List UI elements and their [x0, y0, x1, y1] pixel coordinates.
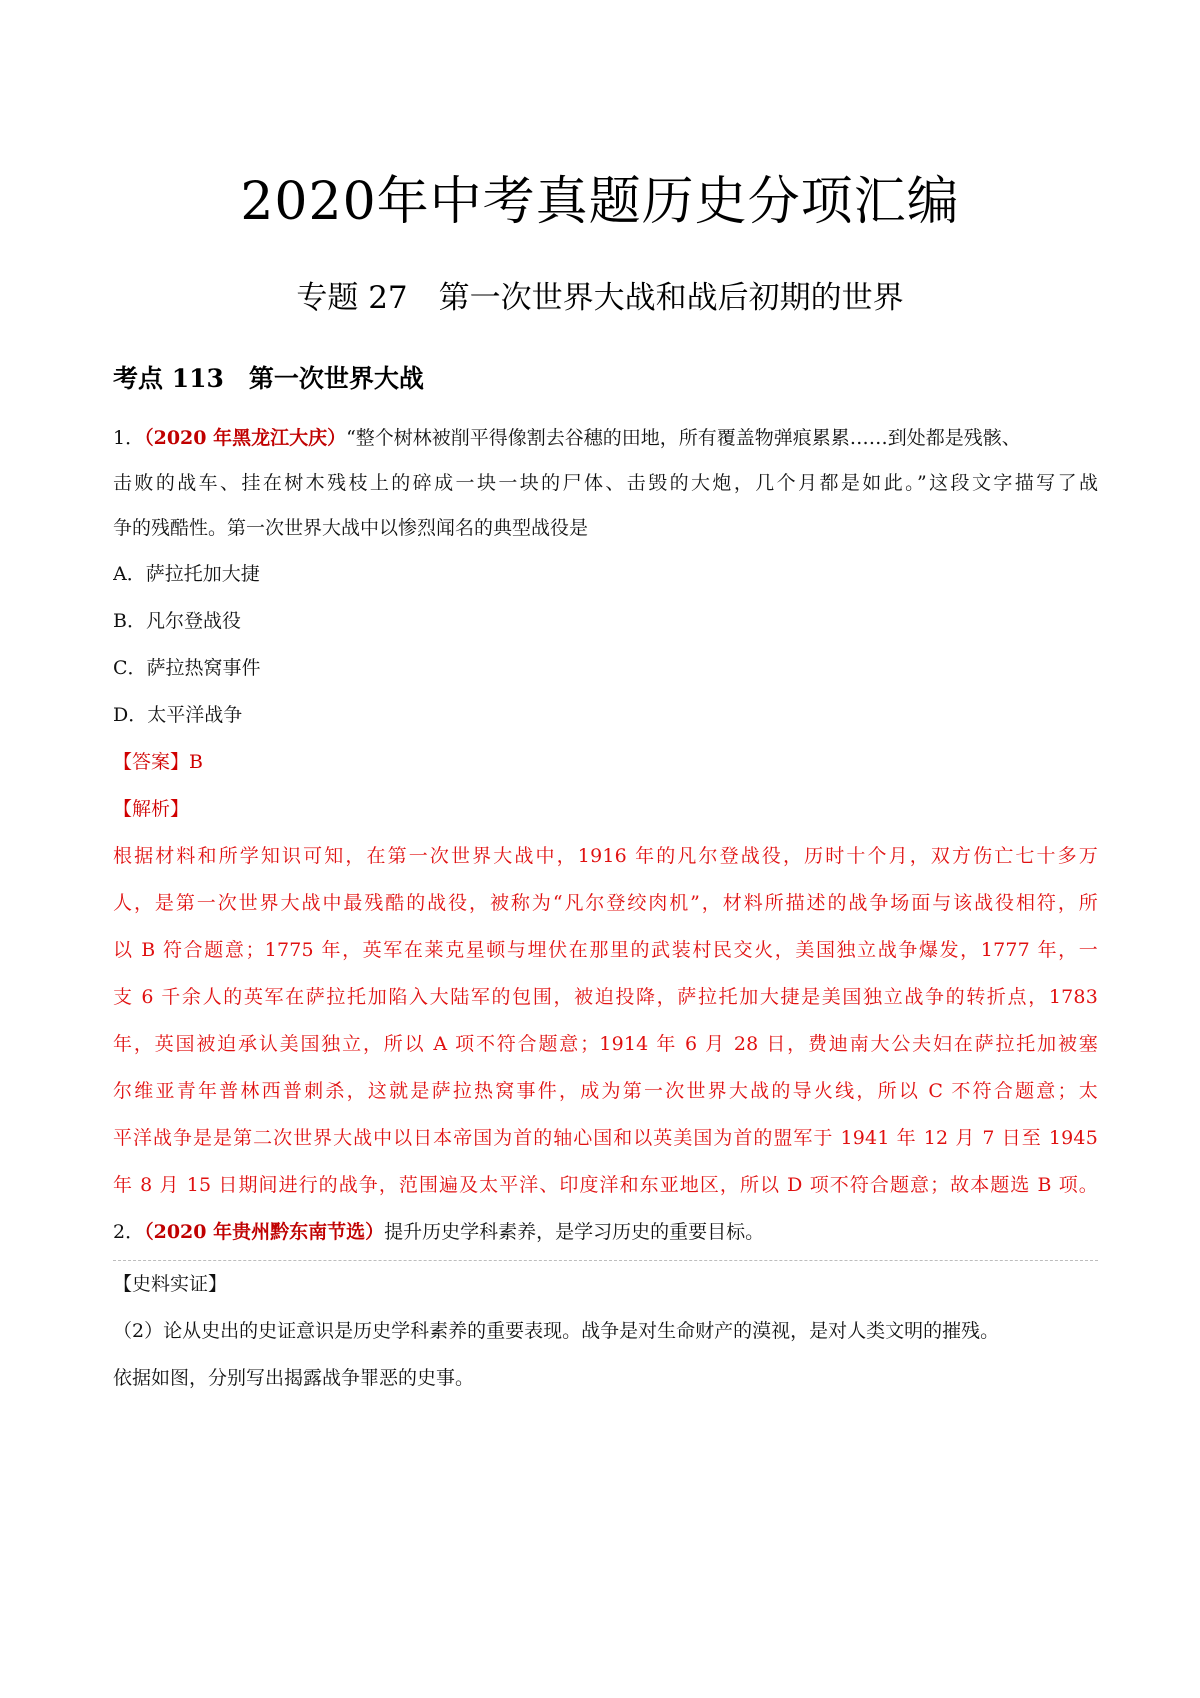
analysis-line: 以 B 符合题意；1775 年，英军在莱克星顿与埋伏在那里的武装村民交火，美国独立战争爆发，1777 年，一 — [113, 939, 1098, 961]
analysis-line: 人，是第一次世界大战中最残酷的战役，被称为“凡尔登绞肉机”，材料所描述的战争场面与该战役相符，所 — [113, 892, 1098, 914]
question-2-stem: 提升历史学科素养，是学习历史的重要目标。 — [384, 1221, 765, 1243]
content-body — [113, 416, 1098, 1402]
analysis-line: 支 6 千余人的英军在萨拉托加陷入大陆军的包围，被迫投降，萨拉托加大捷是美国独立战争的转折点，1783 — [113, 986, 1098, 1008]
question-1-number: 1． — [113, 427, 145, 449]
analysis-line: 尔维亚青年普林西普刺杀，这就是萨拉热窝事件，成为第一次世界大战的导火线，所以 C 不符合题意；太 — [113, 1080, 1098, 1102]
analysis-line: 平洋战争是是第二次世界大战中以日本帝国为首的轴心国和以英美国为首的盟军于 1941 年 12 月 7 日至 1945 — [113, 1127, 1098, 1149]
question-1-source: （2020 年黑龙江大庆） — [144, 427, 347, 449]
answer-label: 【答案】 — [113, 751, 190, 773]
question-2-source: （2020 年贵州黔东南节选） — [144, 1221, 385, 1243]
section-title: 考点 113 第一次世界大战 — [113, 364, 424, 393]
question-2-part-line-1: （2）论从史出的史证意识是历史学科素养的重要表现。战争是对生命财产的漠视，是对人类文明的摧残。 — [113, 1320, 1000, 1342]
analysis-label: 【解析】 — [113, 798, 190, 820]
question-1-line-2: 击败的战车、挂在树木残枝上的碎成一块一块的尸体、击毁的大炮，几个月都是如此。”这段文字描写了战 — [113, 472, 1098, 494]
question-2-part-line-2: 依据如图，分别写出揭露战争罪恶的史事。 — [113, 1367, 475, 1389]
question-2-line-1 — [113, 1209, 1098, 1256]
sub-title: 专题 27 第一次世界大战和战后初期的世界 — [296, 280, 904, 316]
analysis-heading — [113, 786, 1098, 833]
question-1-stem-line: “整个树林被削平得像割去谷穗的田地，所有覆盖物弹痕累累……到处都是残骸、 — [346, 427, 1021, 449]
question-2-number: 2． — [113, 1221, 145, 1243]
analysis-line: 根据材料和所学知识可知，在第一次世界大战中，1916 年的凡尔登战役，历时十个月，双方伤亡七十多万 — [113, 845, 1098, 867]
option-c: C．萨拉热窝事件 — [113, 657, 261, 679]
question-1-line-1 — [113, 416, 1098, 461]
analysis-line: 年，英国被迫承认美国独立，所以 A 项不符合题意；1914 年 6 月 28 日，费迪南大公夫妇在萨拉托加被塞 — [113, 1033, 1098, 1055]
main-title: 2020年中考真题历史分项汇编 — [240, 172, 960, 232]
analysis-line: 年 8 月 15 日期间进行的战争，范围遍及太平洋、印度洋和东亚地区，所以 D 项不符合题意；故本题选 B 项。 — [113, 1174, 1098, 1196]
option-d: D．太平洋战争 — [113, 704, 243, 726]
answer-line — [113, 739, 1098, 786]
question-1-line-3: 争的残酷性。第一次世界大战中以惨烈闻名的典型战役是 — [113, 517, 589, 539]
option-b: B．凡尔登战役 — [113, 610, 241, 632]
question-2-section-label: 【史料实证】 — [113, 1273, 228, 1295]
option-a: A．萨拉托加大捷 — [113, 563, 260, 585]
answer-value: B — [189, 751, 203, 773]
analysis-text — [113, 833, 1098, 1209]
